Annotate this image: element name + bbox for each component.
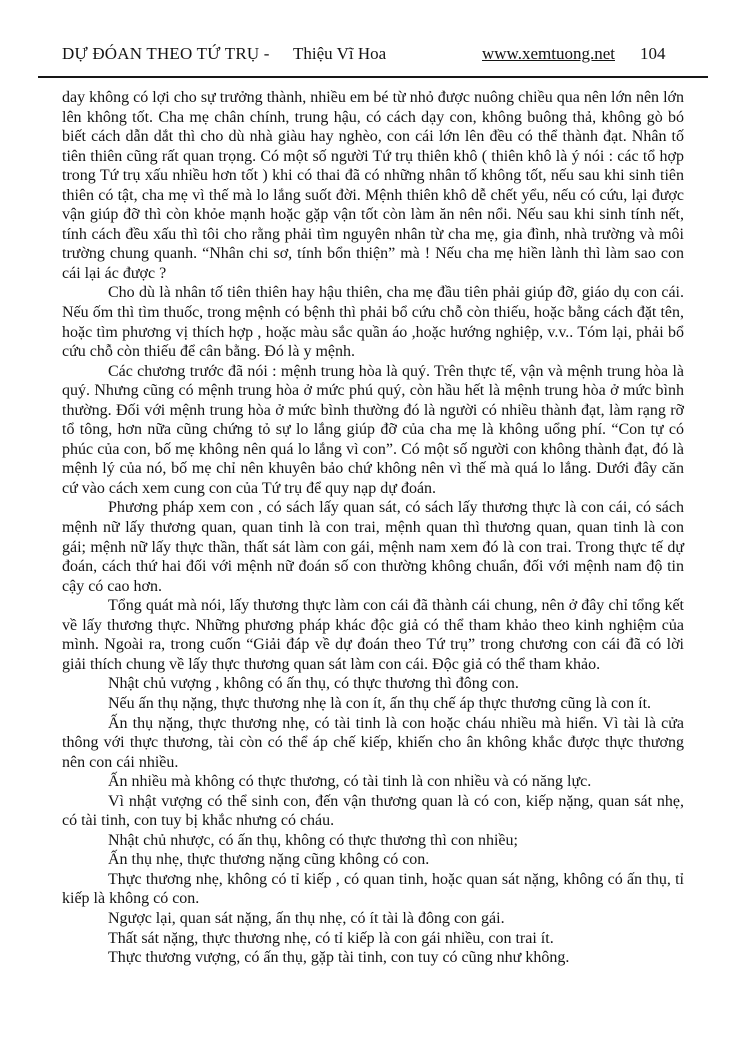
book-title: DỰ ĐÓAN THEO TỨ TRỤ -: [62, 44, 270, 63]
paragraph: Ấn thụ nặng, thực thương nhẹ, có tài tinh là con hoặc cháu nhiều mà hiển. Vì tài là cửa thông với thực thương, tài còn có thể áp chế kiếp, khiến cho ân không khắc được thực thương nên con cái nhiều.: [62, 714, 684, 771]
paragraph: Thực thương vượng, có ấn thụ, gặp tài tinh, con tuy có cũng như không.: [108, 949, 570, 967]
author-name: Thiệu Vĩ Hoa: [293, 44, 387, 63]
paragraph: day không có lợi cho sự trưởng thành, nhiều em bé từ nhỏ được nuông chiều qua nên lớn nên lớn lên không tốt. Cha mẹ chân chính, trung hậu, có cách dạy con, không buông thả, không gò bó biết cách dẫn dắt thì cho dù nhà giàu hay nghèo, con cái lớn lên đều có thể thành đạt. Nhân tố tiên thiên cũng rất quan trọng. Có một số người Tứ trụ thiên khô ( thiên khô là ý nói : các tổ hợp trong Tứ trụ xấu nhiều hơn tốt ) khi có thai đã có những nhân tố không tốt, nếu sau khi sinh tiên thiên có tật, cha mẹ vì thế mà lo lắng suốt đời. Mệnh thiên khô dễ chết yểu, nếu có cứu, lại được vận giúp đỡ thì còn khỏe mạnh hoặc gặp vận tốt còn làm ăn nên nổi. Nếu sau khi sinh tính nết, tính cách đều xấu thì tôi cho rằng phải tìm nguyên nhân từ cha mẹ, gia đình, nhà trường và môi trường chung quanh. “Nhân chi sơ, tính bổn thiện” mà ! Nếu cha mẹ hiền lành thì làm sao con cái lại ác được ?: [62, 89, 684, 282]
header-divider: [38, 76, 708, 78]
paragraph: Các chương trước đã nói : mệnh trung hòa là quý. Trên thực tế, vận và mệnh trung hòa là quý. Nhưng cũng có mệnh trung hòa ở mức phú quý, còn hầu hết là mệnh trung hòa ở mức bình thường. Đối với mệnh trung hòa ở mức bình thường đó là người có nhiều thành đạt, làm rạng rỡ tổ tông, hơn nữa cũng chứng tỏ sự lo lắng giúp đỡ của cha mẹ là không uổng phí. “Con tự có phúc của con, bố mẹ không nên quá lo lắng vì con”. Có một số người con không thành đạt, đó là mệnh lý của nó, bố mẹ chỉ nên khuyên bảo chứ không nên vì thế mà quá lo lắng. Dưới đây căn cứ vào cách xem cung con của Tứ trụ để quy nạp dự đoán.: [62, 362, 684, 497]
paragraph: Ấn thụ nhẹ, thực thương nặng cũng không có con.: [108, 851, 430, 869]
page-body: [62, 88, 684, 968]
website-link[interactable]: www.xemtuong.net: [482, 44, 615, 63]
page-number: 104: [640, 44, 666, 63]
paragraph: Nếu ấn thụ nặng, thực thương nhẹ là con ít, ấn thụ chế áp thực thương cũng là con ít.: [108, 694, 652, 712]
paragraph: Ấn nhiều mà không có thực thương, có tài tinh là con nhiều và có năng lực.: [108, 773, 592, 791]
paragraph: Phương pháp xem con , có sách lấy quan sát, có sách lấy thương thực là con cái, có sách mệnh nữ lấy thương quan, quan tinh là con trai, mệnh quan thì thương quan, quan tinh là con gái; mệnh nữ lấy thực thần, thất sát làm con gái, mệnh nam xem đó là con trai. Trong thực tế dự đoán, cách thứ hai đối với mệnh nữ đoán số con thường không chuẩn, đối với mệnh nam độ tin cậy có cao hơn.: [62, 499, 684, 595]
paragraph: Nhật chủ nhược, có ấn thụ, không có thực thương thì con nhiều;: [108, 831, 518, 849]
paragraph: Vì nhật vượng có thể sinh con, đến vận thương quan là có con, kiếp nặng, quan sát nhẹ, có tài tinh, con tuy bị khắc nhưng có cháu.: [62, 792, 684, 830]
paragraph: Thực thương nhẹ, không có tỉ kiếp , có quan tinh, hoặc quan sát nặng, không có ấn thụ, tỉ kiếp là không có con.: [62, 870, 684, 908]
paragraph: Thất sát nặng, thực thương nhẹ, có tỉ kiếp là con gái nhiều, con trai ít.: [108, 929, 554, 947]
paragraph: Tổng quát mà nói, lấy thương thực làm con cái đã thành cái chung, nên ở đây chỉ tổng kết về lấy thương thực. Những phương pháp khác độc giả có thể tham khảo theo kinh nghiệm của mình. Ngoài ra, trong cuốn “Giải đáp về dự đoán theo Tứ trụ” trong chương con cái đã có lời giải thích chung về lấy thực thương quan sát làm con cái. Độc giả có thể tham khảo.: [62, 597, 684, 673]
paragraph: Ngược lại, quan sát nặng, ấn thụ nhẹ, có ít tài là đông con gái.: [108, 909, 505, 927]
paragraph: Nhật chủ vượng , không có ấn thụ, có thực thương thì đông con.: [108, 675, 519, 693]
page-header: [62, 44, 682, 68]
paragraph: Cho dù là nhân tố tiên thiên hay hậu thiên, cha mẹ đầu tiên phải giúp đỡ, giáo dụ con cái. Nếu ốm thì tìm thuốc, trong mệnh có bệnh thì phải bổ cứu chỗ còn thiếu, hoặc bằng cách đặt tên, hoặc tìm phương vị thích hợp , hoặc màu sắc quần áo ,hoặc hướng nghiệp, v.v.. Tóm lại, phải bổ cứu chỗ còn thiếu để cân bằng. Đó là y mệnh.: [62, 284, 684, 361]
